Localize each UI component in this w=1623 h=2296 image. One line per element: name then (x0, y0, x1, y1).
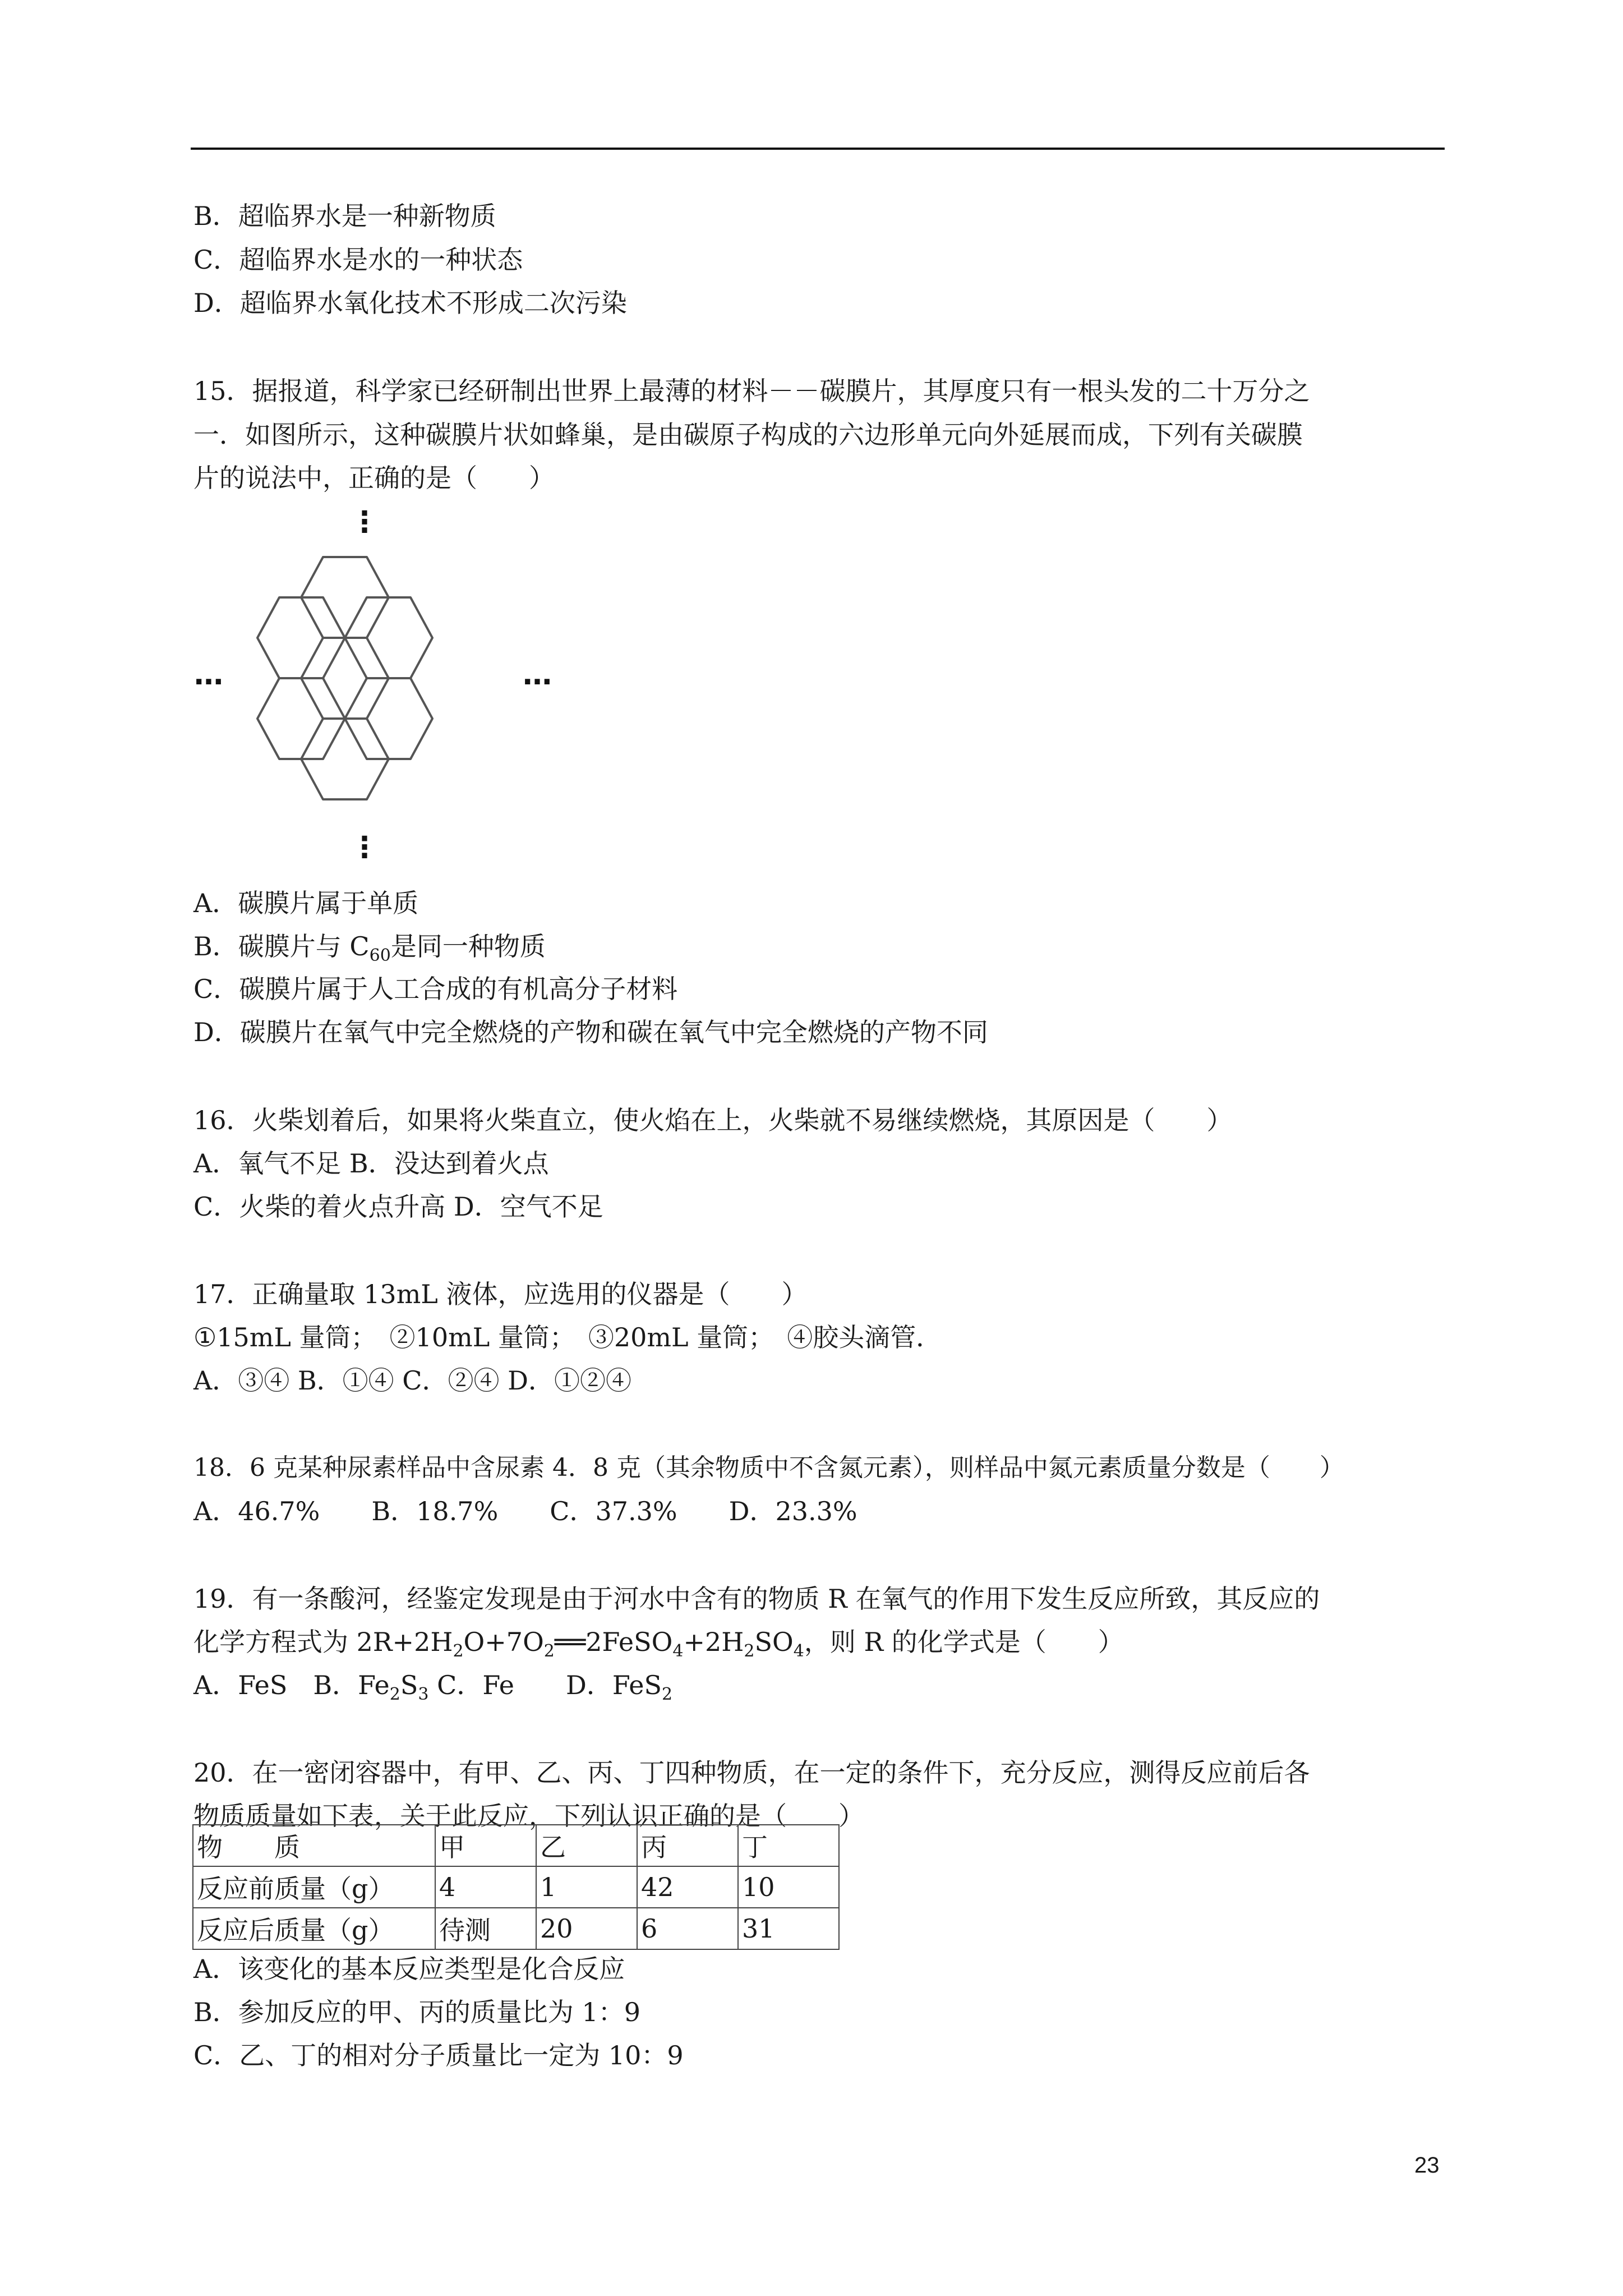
q15-stem-line3: 片的说法中，正确的是（ ） (193, 463, 555, 493)
table-cell: 1 (536, 1866, 637, 1908)
q15-option-d: D．碳膜片在氧气中完全燃烧的产物和碳在氧气中完全燃烧的产物不同 (193, 1017, 988, 1047)
q18-options: A．46.7% B．18.7% C．37.3% D．23.3% (193, 1496, 857, 1526)
header-rule (191, 148, 1445, 150)
q17-items: ①15mL 量筒； ②10mL 量筒； ③20mL 量筒； ④胶头滴管． (193, 1322, 942, 1352)
table-cell: 31 (738, 1908, 839, 1949)
header-cell-bing: 丙 (637, 1825, 738, 1866)
q16-options-ab: A．氧气不足 B．没达到着火点 (193, 1148, 549, 1179)
page-number: 23 (1414, 2153, 1440, 2178)
table-cell: 42 (637, 1866, 738, 1908)
q14-option-b: B．超临界水是一种新物质 (193, 201, 496, 231)
table-cell: 待测 (435, 1908, 536, 1949)
header-cell-yi: 乙 (536, 1825, 637, 1866)
table-cell: 10 (738, 1866, 839, 1908)
q20-option-c: C．乙、丁的相对分子质量比一定为 10：9 (193, 2040, 684, 2070)
carbon-film-honeycomb-figure (185, 505, 578, 869)
q15-option-b: B．碳膜片与 $C_{60}$是同一种物质 (193, 931, 546, 965)
q17-stem: 17．正确量取 13mL 液体，应选用的仪器是（ ） (193, 1279, 808, 1309)
q15-stem-line2: 一．如图所示，这种碳膜片状如蜂巢，是由碳原子构成的六边形单元向外延展而成，下列有关碳膜 (193, 420, 1303, 450)
q19-options: A．FeS B．$Fe_2S_3$ C．Fe D．FeS$_2$ (193, 1670, 673, 1704)
q20-option-a: A．该变化的基本反应类型是化合反应 (193, 1954, 625, 1984)
row-label: 反应后质量（g） (193, 1908, 435, 1949)
header-cell-ding: 丁 (738, 1825, 839, 1866)
ellipsis-right: … (523, 658, 552, 692)
q14-option-d: D．超临界水氧化技术不形成二次污染 (193, 288, 627, 318)
row-label: 反应前质量（g） (193, 1866, 435, 1908)
ellipsis-left: … (194, 658, 223, 692)
q20-stem-line2: 物质质量如下表，关于此反应，下列认识正确的是（ ） (193, 1801, 864, 1831)
header-cell-substance: 物 质 (193, 1825, 435, 1866)
q16-stem: 16．火柴划着后，如果将火柴直立，使火焰在上，火柴就不易继续燃烧，其原因是（ ） (193, 1105, 1233, 1135)
mass-table (192, 1824, 840, 1950)
mass-table-row-before (193, 1866, 839, 1908)
q20-stem-line1: 20．在一密闭容器中，有甲、乙、丙、丁四种物质，在一定的条件下，充分反应，测得反应前后各 (193, 1757, 1310, 1788)
mass-table-header-row (193, 1825, 839, 1866)
q15-stem-line1: 15．据报道，科学家已经研制出世界上最薄的材料－－碳膜片，其厚度只有一根头发的二十万分之 (193, 376, 1310, 406)
q17-options: A．③④ B．①④ C．②④ D．①②④ (193, 1365, 631, 1396)
q19-equation-line: 化学方程式为 $2R+2H_2O+7O_2══2FeSO_4+2H_2SO_4$，则 R 的化学式是（ ） (193, 1627, 1124, 1661)
table-cell: 6 (637, 1908, 738, 1949)
q16-options-cd: C．火柴的着火点升高 D．空气不足 (193, 1191, 603, 1222)
q14-option-c: C．超临界水是水的一种状态 (193, 245, 523, 275)
ellipsis-top: ⋮ (350, 505, 379, 539)
q19-stem-line1: 19．有一条酸河，经鉴定发现是由于河水中含有的物质 R 在氧气的作用下发生反应所致，其反应的 (193, 1584, 1320, 1614)
mass-table-row-after (193, 1908, 839, 1949)
table-cell: 20 (536, 1908, 637, 1949)
header-cell-jia: 甲 (435, 1825, 536, 1866)
table-cell: 4 (435, 1866, 536, 1908)
q15-option-c: C．碳膜片属于人工合成的有机高分子材料 (193, 974, 678, 1004)
ellipsis-bottom: ⋮ (350, 831, 379, 864)
q18-stem: 18．6 克某种尿素样品中含尿素 4．8 克（其余物质中不含氮元素），则样品中氮元素质量分数是（ ） (193, 1453, 1344, 1482)
q20-option-b: B．参加反应的甲、丙的质量比为 1：9 (193, 1997, 640, 2027)
q15-option-a: A．碳膜片属于单质 (193, 888, 419, 918)
